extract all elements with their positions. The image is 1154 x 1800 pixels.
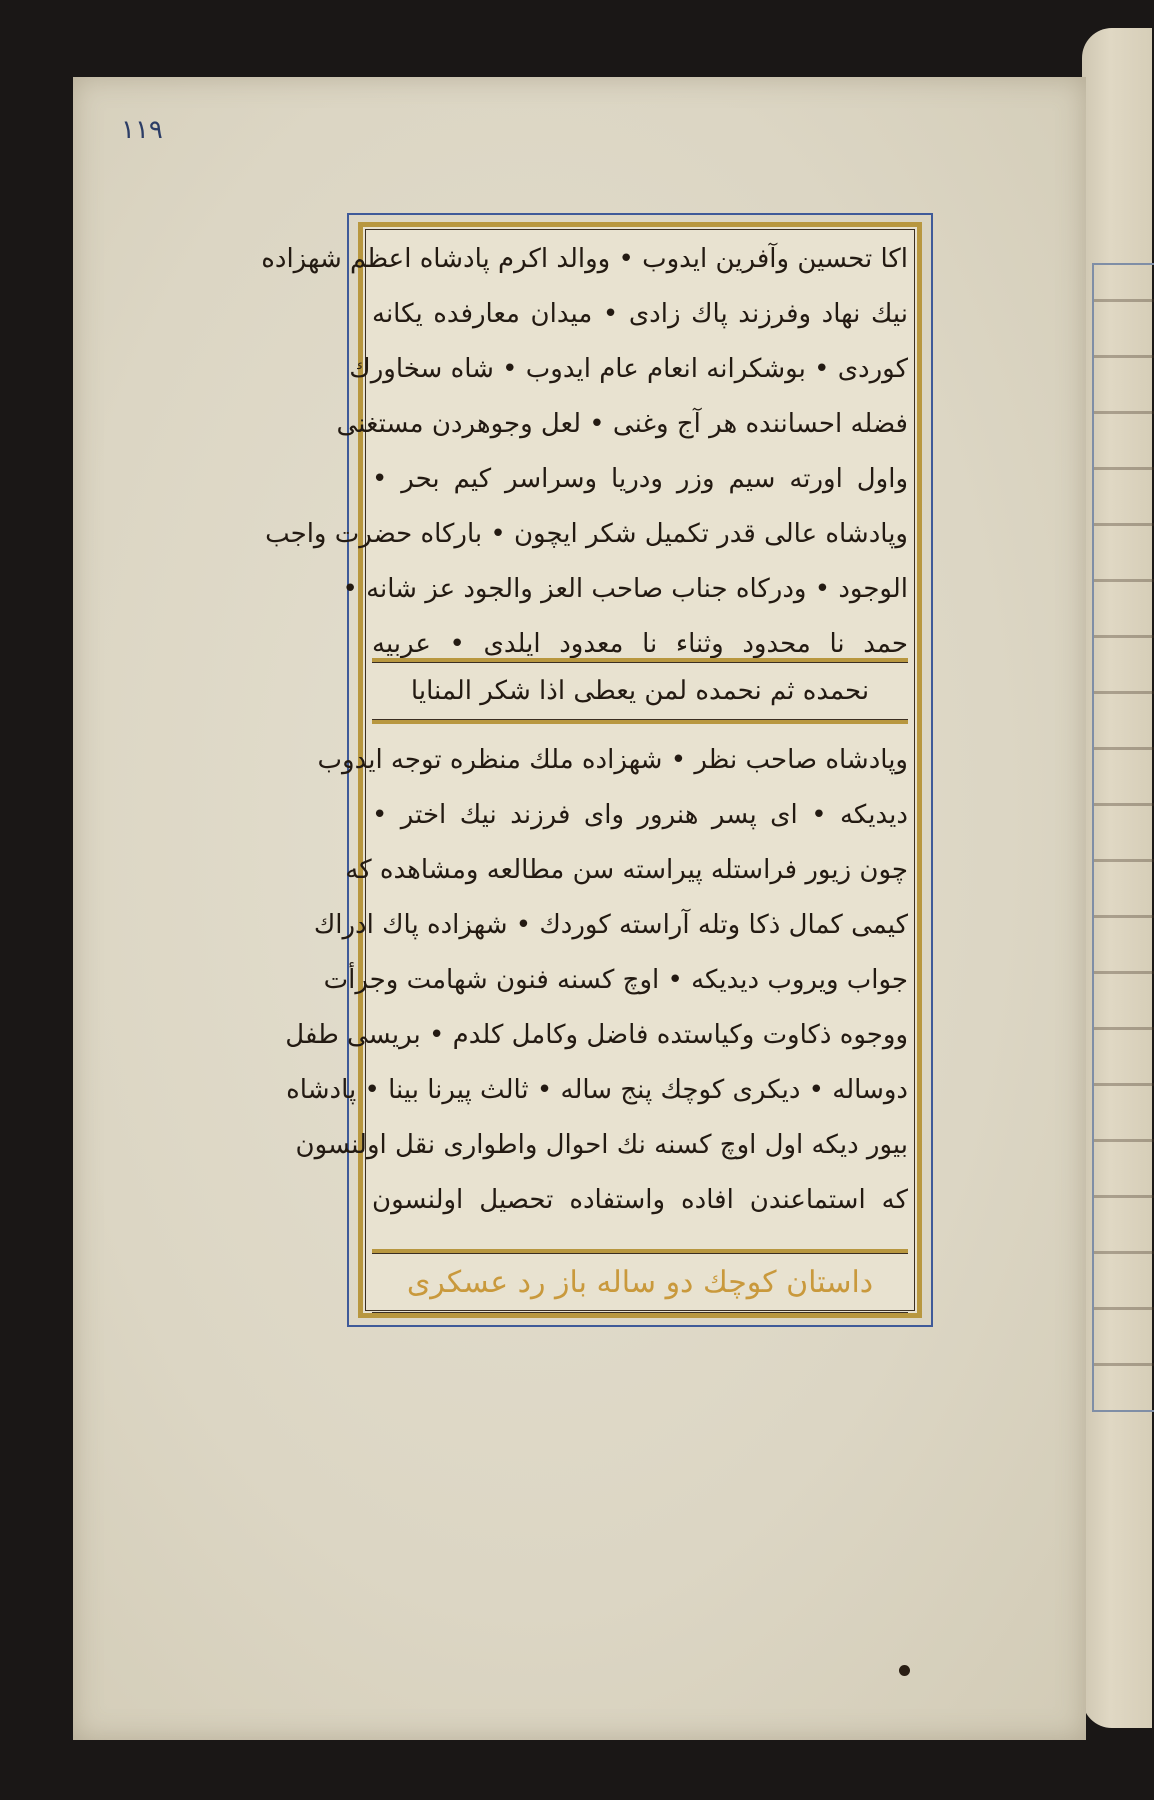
chapter-heading: داستان كوچك دو ساله باز رد عسكرى [372,1253,908,1313]
text-line: چون زيور فراستله پيراسته سن مطالعه ومشاهده كه [345,855,908,885]
text-line: دوساله • ديكرى كوچك پنج ساله • ثالث پيرنا بينا • پادشاه [286,1075,908,1105]
verse-band: نحمده ثم نحمده لمن يعطى اذا شكر المنايا [372,662,908,720]
text-line: الوجود • ودركاه جناب صاحب العز والجود عز شانه • [342,574,908,604]
text-line: واول اورته سيم وزر ودريا وسراسر كيم بحر • [372,464,908,494]
text-line: وپادشاه عالى قدر تكميل شكر ايچون • باركاه حضرت واجب [265,519,908,549]
adjacent-page-text-frame [1092,263,1154,1412]
text-line: فضله احساننده هر آج وغنى • لعل وجوهردن مستغنى [336,409,908,439]
text-line: اكا تحسين وآفرين ايدوب • ووالد اكرم پادشاه اعظم شهزاده [261,244,908,274]
text-line: نيك نهاد وفرزند پاك زادى • ميدان معارفده يكانه [372,299,908,329]
text-block-bottom [285,733,908,1228]
text-line: كوردى • بوشكرانه انعام عام ايدوب • شاه سخاورك [349,354,908,384]
text-line: جواب ويروب ديديكه • اوچ كسنه فنون شهامت وجرأت [323,965,908,995]
text-line: ديديكه • اى پسر هنرور واى فرزند نيك اختر • [372,800,908,830]
ink-dot [899,1665,910,1676]
text-line: وپادشاه صاحب نظر • شهزاده ملك منظره توجه ايدوب [317,745,908,775]
adjacent-page-edge [1082,28,1152,1728]
text-block-top [261,232,908,672]
page-number: ١١٩ [121,115,163,145]
text-line: حمد نا محدود وثناء نا معدود ايلدى • عربيه [372,629,908,659]
text-line: كه استماعندن افاده واستفاده تحصيل اولنسون [372,1185,908,1215]
text-line: ووجوه ذكاوت وكياستده فاضل وكامل كلدم • بريسى طفل [285,1020,908,1050]
text-line: كيمى كمال ذكا وتله آراسته كوردك • شهزاده پاك ادراك [313,910,908,940]
text-line: بيور ديكه اول اوچ كسنه نك احوال واطوارى نقل اولنسون [295,1130,908,1160]
